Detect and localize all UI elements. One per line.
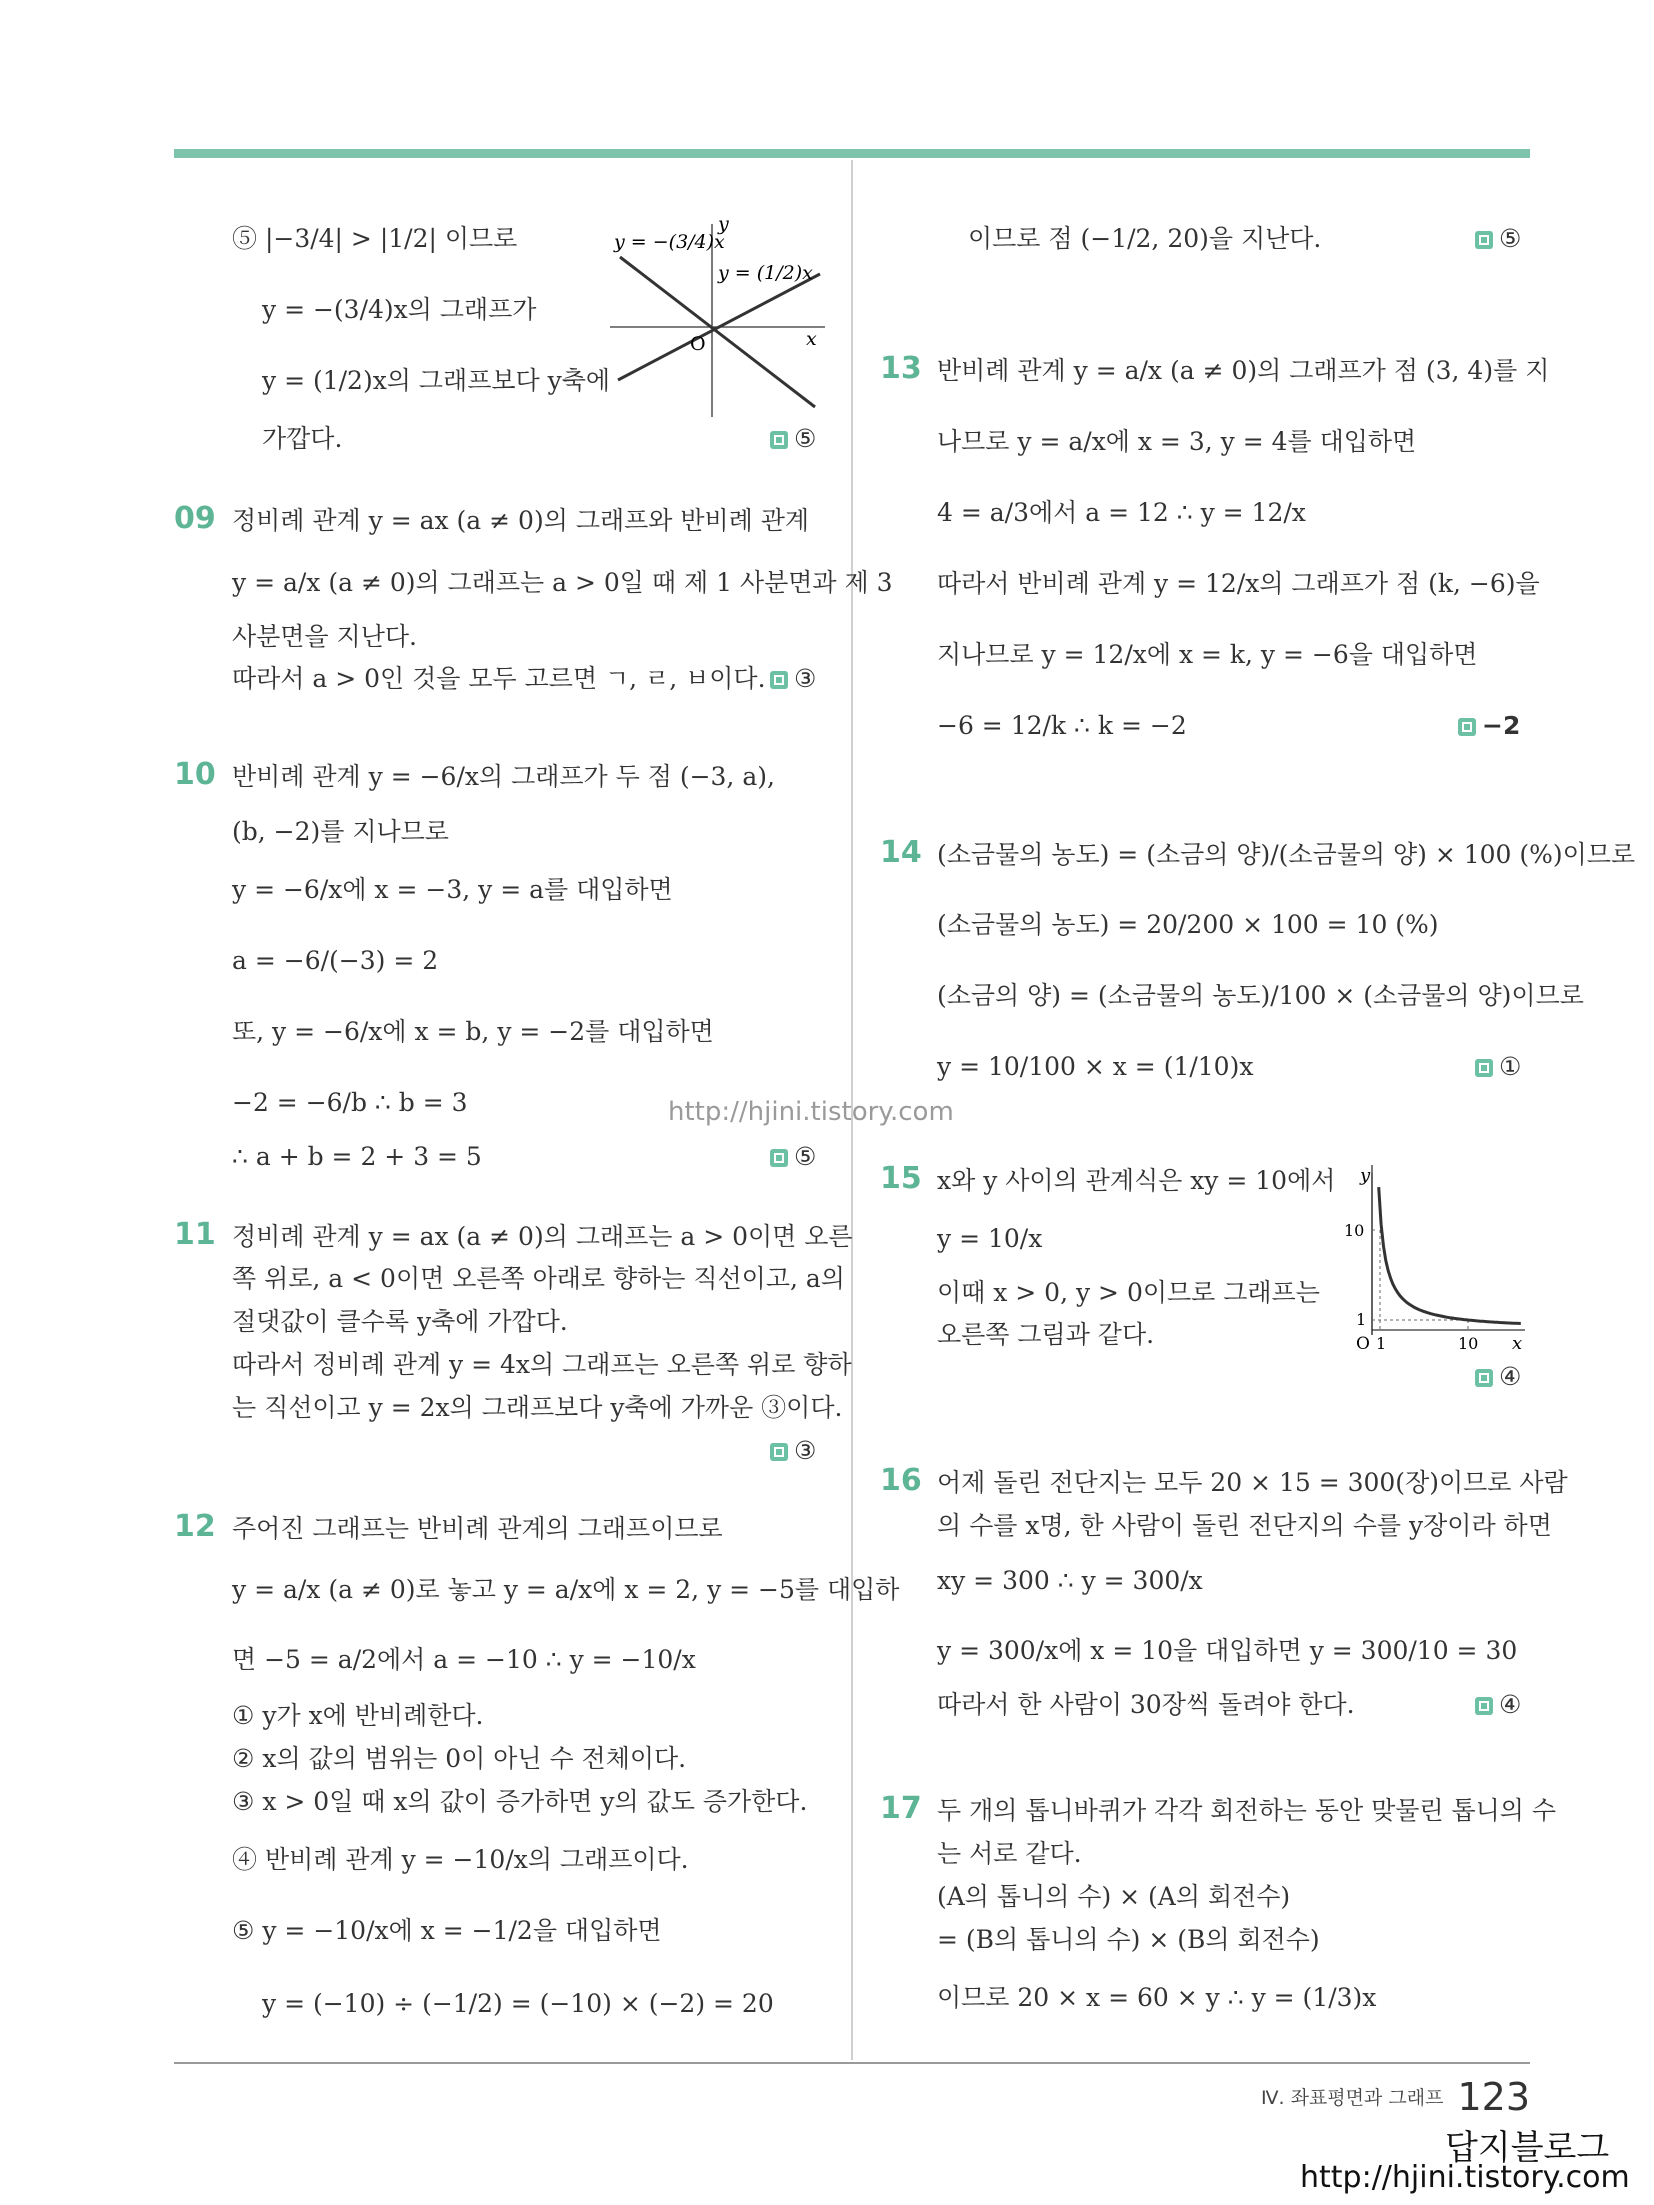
p11-line-5: 는 직선이고 y = 2x의 그래프보다 y축에 가까운 ③이다. (232, 1393, 843, 1422)
p14-line-3: (소금의 양) = (소금물의 농도)/100 × (소금물의 양)이므로 (937, 981, 1584, 1010)
p15-graph (1340, 1165, 1530, 1355)
origin-label: O (690, 333, 706, 355)
line2-label: y = (1/2)x (718, 262, 813, 284)
answer-mark-icon (1475, 1059, 1493, 1077)
p14-line-2: (소금물의 농도) = 20/200 × 100 = 10 (%) (937, 910, 1439, 939)
p14-line-4: y = 10/100 × x = (1/10)x (937, 1052, 1254, 1081)
origin-label: O (1356, 1334, 1370, 1354)
hyperbola-curve (1379, 1187, 1521, 1323)
blog-name-watermark: 답지블로그 (1445, 2128, 1610, 2168)
p10-answer: ⑤ (770, 1140, 816, 1174)
problem-number-13: 13 (880, 351, 922, 386)
x-tick-1: 1 (1376, 1334, 1387, 1353)
p12-line-5: ② x의 값의 범위는 0이 아닌 수 전체이다. (232, 1744, 687, 1773)
p15-line-4: 오른쪽 그림과 같다. (937, 1320, 1155, 1349)
p12c-line-1: 이므로 점 (−1/2, 20)을 지난다. (968, 224, 1322, 253)
y-tick-1: 1 (1356, 1310, 1367, 1329)
page-number: 123 (1457, 2075, 1530, 2119)
p11-answer: ③ (770, 1434, 816, 1468)
p13-line-5: 지나므로 y = 12/x에 x = k, y = −6을 대입하면 (937, 640, 1478, 669)
top-accent-bar (174, 149, 1530, 158)
section-label: Ⅳ. 좌표평면과 그래프 (1260, 2087, 1444, 2109)
problem-number-10: 10 (174, 757, 216, 792)
p11-line-3: 절댓값이 클수록 y축에 가깝다. (232, 1307, 568, 1336)
p08-line-3: y = (1/2)x의 그래프보다 y축에 (262, 366, 611, 395)
p12-line-7: ④ 반비례 관계 y = −10/x의 그래프이다. (232, 1845, 689, 1874)
p12-line-9: y = (−10) ÷ (−1/2) = (−10) × (−2) = 20 (262, 1989, 774, 2018)
p11-line-2: 쪽 위로, a < 0이면 오른쪽 아래로 향하는 직선이고, a의 (232, 1264, 845, 1293)
p13-line-3: 4 = a/3에서 a = 12 ∴ y = 12/x (937, 498, 1306, 527)
p08-graph (600, 212, 830, 422)
problem-number-14: 14 (880, 835, 922, 870)
p12-answer: ⑤ (1475, 222, 1521, 256)
p16-line-2: 의 수를 x명, 한 사람이 돌린 전단지의 수를 y장이라 하면 (937, 1511, 1552, 1540)
p12-line-3: 면 −5 = a/2에서 a = −10 ∴ y = −10/x (232, 1645, 696, 1674)
p10-line-2: (b, −2)를 지나므로 (232, 817, 449, 846)
p10-line-6: −2 = −6/b ∴ b = 3 (232, 1088, 468, 1117)
p12-line-2: y = a/x (a ≠ 0)로 놓고 y = a/x에 x = 2, y = −5를 대입하 (232, 1575, 900, 1604)
p16-line-4: y = 300/x에 x = 10을 대입하면 y = 300/10 = 30 (937, 1636, 1518, 1665)
p12-line-6: ③ x > 0일 때 x의 값이 증가하면 y의 값도 증가한다. (232, 1787, 808, 1816)
p09-line-4: 따라서 a > 0인 것을 모두 고르면 ㄱ, ㄹ, ㅂ이다. (232, 664, 766, 693)
p17-line-2: 는 서로 같다. (937, 1839, 1082, 1868)
p16-line-3: xy = 300 ∴ y = 300/x (937, 1566, 1203, 1595)
p16-answer: ④ (1475, 1688, 1521, 1722)
y-axis-label: y (718, 213, 729, 235)
p11-line-4: 따라서 정비례 관계 y = 4x의 그래프는 오른쪽 위로 향하 (232, 1350, 852, 1379)
problem-number-09: 09 (174, 501, 216, 536)
p08-answer: ⑤ (770, 422, 816, 456)
p15-line-2: y = 10/x (937, 1224, 1043, 1253)
p09-answer: ③ (770, 662, 816, 696)
p12-line-4: ① y가 x에 반비례한다. (232, 1701, 484, 1730)
p10-line-4: a = −6/(−3) = 2 (232, 946, 439, 975)
y-axis-label: y (1360, 1165, 1371, 1186)
p13-line-4: 따라서 반비례 관계 y = 12/x의 그래프가 점 (k, −6)을 (937, 569, 1540, 598)
p13-answer: −2 (1458, 709, 1520, 743)
problem-number-16: 16 (880, 1463, 922, 1498)
answer-mark-icon (1475, 231, 1493, 249)
problem-number-15: 15 (880, 1161, 922, 1196)
problem-number-17: 17 (880, 1791, 922, 1826)
p15-line-3: 이때 x > 0, y > 0이므로 그래프는 (937, 1278, 1320, 1307)
answer-mark-icon (770, 1149, 788, 1167)
p15-line-1: x와 y 사이의 관계식은 xy = 10에서 (937, 1166, 1336, 1195)
p16-line-5: 따라서 한 사람이 30장씩 돌려야 한다. (937, 1690, 1355, 1719)
answer-mark-icon (770, 671, 788, 689)
line1-label: y = −(3/4)x (614, 231, 725, 253)
p17-line-3: (A의 톱니의 수) × (A의 회전수) (937, 1882, 1291, 1911)
p12-line-8: ⑤ y = −10/x에 x = −1/2을 대입하면 (232, 1916, 662, 1945)
x-tick-10: 10 (1458, 1334, 1479, 1353)
p10-line-3: y = −6/x에 x = −3, y = a를 대입하면 (232, 875, 673, 904)
answer-mark-icon (1458, 718, 1476, 736)
y-tick-10: 10 (1344, 1221, 1365, 1240)
p13-line-1: 반비례 관계 y = a/x (a ≠ 0)의 그래프가 점 (3, 4)를 지 (937, 356, 1550, 385)
p08-line-4: 가깝다. (262, 424, 343, 453)
p13-line-2: 나므로 y = a/x에 x = 3, y = 4를 대입하면 (937, 427, 1417, 456)
page-footer (1261, 2075, 1530, 2119)
p09-line-1: 정비례 관계 y = ax (a ≠ 0)의 그래프와 반비례 관계 (232, 506, 810, 535)
p17-line-5: 이므로 20 × x = 60 × y ∴ y = (1/3)x (937, 1983, 1377, 2012)
p08-line-2: y = −(3/4)x의 그래프가 (262, 295, 537, 324)
problem-number-11: 11 (174, 1217, 216, 1252)
answer-mark-icon (1475, 1697, 1493, 1715)
blog-url-watermark: http://hjini.tistory.com (1300, 2160, 1630, 2195)
watermark-url: http://hjini.tistory.com (668, 1097, 954, 1127)
bottom-rule (174, 2062, 1530, 2064)
p10-line-5: 또, y = −6/x에 x = b, y = −2를 대입하면 (232, 1017, 714, 1046)
answer-mark-icon (770, 431, 788, 449)
p14-line-1: (소금물의 농도) = (소금의 양)/(소금물의 양) × 100 (%)이므로 (937, 840, 1636, 869)
problem-number-12: 12 (174, 1509, 216, 1544)
p09-line-3: 사분면을 지난다. (232, 622, 417, 651)
p17-line-1: 두 개의 톱니바퀴가 각각 회전하는 동안 맞물린 톱니의 수 (937, 1796, 1557, 1825)
p13-line-6: −6 = 12/k ∴ k = −2 (937, 711, 1187, 740)
p15-answer: ④ (1475, 1360, 1521, 1394)
p10-line-7: ∴ a + b = 2 + 3 = 5 (232, 1142, 482, 1171)
p11-line-1: 정비례 관계 y = ax (a ≠ 0)의 그래프는 a > 0이면 오른 (232, 1222, 853, 1251)
p10-line-1: 반비례 관계 y = −6/x의 그래프가 두 점 (−3, a), (232, 762, 775, 791)
p09-line-2: y = a/x (a ≠ 0)의 그래프는 a > 0일 때 제 1 사분면과 제 3 (232, 568, 893, 597)
answer-mark-icon (1475, 1369, 1493, 1387)
p14-answer: ① (1475, 1050, 1521, 1084)
x-axis-label: x (806, 328, 817, 350)
p08-line-1: ⑤ |−3/4| > |1/2| 이므로 (232, 224, 518, 253)
x-axis-label: x (1512, 1333, 1523, 1354)
answer-mark-icon (770, 1443, 788, 1461)
p17-line-4: = (B의 톱니의 수) × (B의 회전수) (937, 1925, 1320, 1954)
p16-line-1: 어제 돌린 전단지는 모두 20 × 15 = 300(장)이므로 사람 (937, 1468, 1568, 1497)
p12-line-1: 주어진 그래프는 반비례 관계의 그래프이므로 (232, 1514, 723, 1543)
